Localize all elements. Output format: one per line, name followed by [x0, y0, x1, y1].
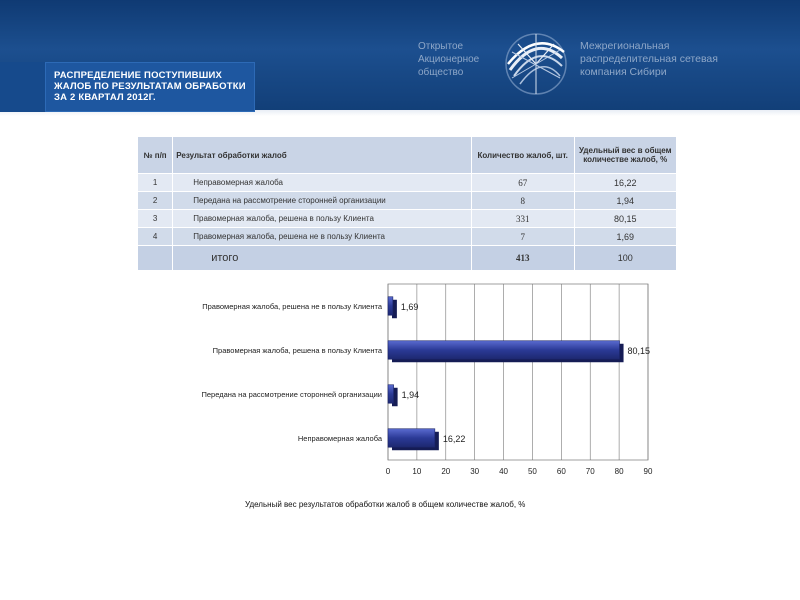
row-share: 1,69 [574, 228, 677, 246]
column-header-number: № п/п [138, 137, 173, 174]
row-number: 3 [138, 210, 173, 228]
value-label: 80,15 [627, 346, 651, 356]
x-tick-label: 20 [441, 467, 451, 476]
org-name-line: компания Сибири [580, 66, 667, 78]
x-tick-label: 10 [412, 467, 422, 476]
slide-title: РАСПРЕДЕЛЕНИЕ ПОСТУПИВШИХ ЖАЛОБ ПО РЕЗУЛЬТАТАМ ОБРАБОТКИ ЗА 2 КВАРТАЛ 2012Г. [45, 62, 255, 112]
org-form-line: Открытое [418, 41, 464, 52]
table-row [138, 192, 677, 210]
row-share: 80,15 [574, 210, 677, 228]
org-form-text [418, 40, 498, 79]
org-form-line: Акционерное [418, 54, 480, 65]
category-label: Неправомерная жалоба [297, 434, 382, 443]
x-tick-label: 80 [614, 467, 624, 476]
row-result: Правомерная жалоба, решена не в пользу Клиента [173, 228, 472, 246]
category-label: Правомерная жалоба, решена в пользу Клиента [212, 346, 382, 355]
value-label: 1,94 [401, 390, 420, 400]
row-result: Неправомерная жалоба [173, 174, 472, 192]
column-header-count: Количество жалоб, шт. [471, 137, 574, 174]
bar [388, 429, 435, 447]
x-tick-label: 70 [585, 467, 595, 476]
row-share: 16,22 [574, 174, 677, 192]
table-row [138, 228, 677, 246]
category-label: Передана на рассмотрение сторонней организации [201, 390, 382, 399]
org-form-line: общество [418, 67, 464, 78]
total-number-cell [138, 246, 173, 271]
row-number: 2 [138, 192, 173, 210]
table-total-row [138, 246, 677, 271]
chart-title: Удельный вес результатов обработки жалоб в общем количестве жалоб, % [245, 500, 526, 509]
row-result: Правомерная жалоба, решена в пользу Клиента [173, 210, 472, 228]
complaints-table [137, 136, 677, 271]
row-count: 7 [471, 228, 574, 246]
bar [388, 297, 393, 315]
x-tick-label: 90 [643, 467, 653, 476]
total-count: 413 [471, 246, 574, 271]
row-number: 1 [138, 174, 173, 192]
x-tick-label: 30 [470, 467, 480, 476]
total-label: итого [173, 246, 472, 271]
row-result: Передана на рассмотрение сторонней организации [173, 192, 472, 210]
x-tick-label: 50 [527, 467, 537, 476]
column-header-share: Удельный вес в общем количестве жалоб, % [574, 137, 677, 174]
bar [388, 385, 394, 403]
row-number: 4 [138, 228, 173, 246]
table-header-row [138, 137, 677, 174]
mrsk-sphere-logo-icon [496, 24, 576, 104]
table-row [138, 210, 677, 228]
bar [388, 341, 620, 359]
row-count: 67 [471, 174, 574, 192]
org-name-line: Межрегиональная [580, 40, 670, 52]
org-name-text [580, 40, 780, 79]
total-share: 100 [574, 246, 677, 271]
row-share: 1,94 [574, 192, 677, 210]
x-tick-label: 60 [556, 467, 566, 476]
table-row [138, 174, 677, 192]
row-count: 331 [471, 210, 574, 228]
x-tick-label: 0 [385, 467, 391, 476]
title-left-band [0, 62, 45, 112]
share-bar-chart [150, 282, 660, 487]
value-label: 16,22 [442, 434, 466, 444]
column-header-result: Результат обработки жалоб [173, 137, 472, 174]
value-label: 1,69 [400, 302, 419, 312]
x-tick-label: 40 [499, 467, 509, 476]
org-name-line: распределительная сетевая [580, 53, 718, 65]
row-count: 8 [471, 192, 574, 210]
category-label: Правомерная жалоба, решена не в пользу Клиента [202, 302, 382, 311]
